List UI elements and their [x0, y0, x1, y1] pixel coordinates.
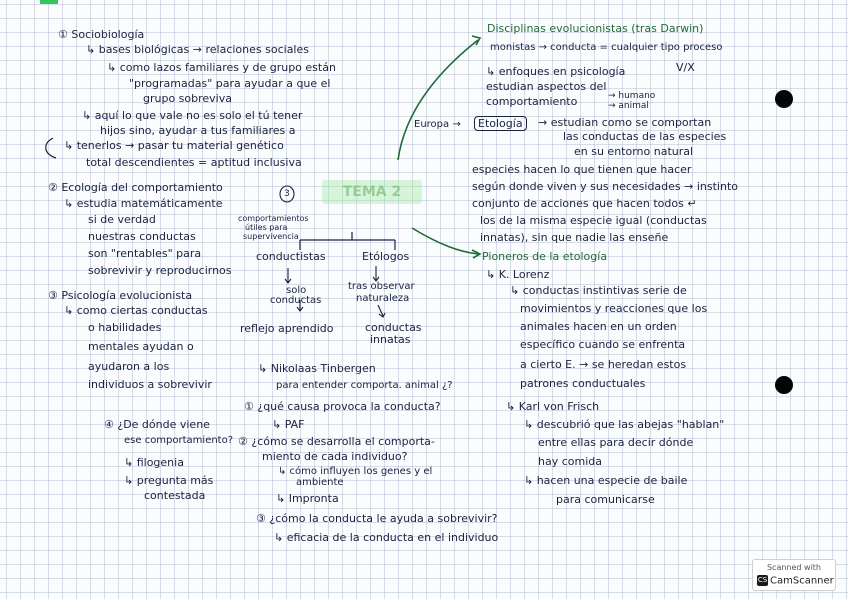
note-line: nuestras conductas: [88, 230, 196, 243]
note-line: ambiente: [296, 477, 344, 488]
note-line: ↳ Impronta: [276, 492, 339, 505]
frisch-name: Karl von Frisch: [518, 400, 600, 413]
note-line: monistas → conducta = cualquier tipo proceso: [490, 42, 723, 53]
note-line: específico cuando se enfrenta: [520, 338, 686, 351]
note-small: supervivencia: [243, 232, 299, 241]
note-line: contestada: [144, 489, 206, 502]
arrow-icon: [285, 268, 291, 283]
hole-punch-icon: [775, 90, 793, 108]
question-4: ④ ¿De dónde viene: [104, 418, 210, 431]
label-etologos: Etólogos: [362, 250, 410, 263]
note-line: ayudaron a los: [88, 360, 170, 373]
note-line: solo: [286, 285, 307, 296]
heading-ecologia: ② Ecología del comportamiento: [48, 181, 223, 194]
note-line: ese comportamiento?: [124, 435, 234, 446]
note-line: ↳ conductas instintivas serie de: [510, 284, 687, 297]
label-etologia-box: Etología: [474, 116, 527, 131]
note-line: ↳ K. Lorenz: [486, 268, 550, 281]
note-line: o habilidades: [88, 321, 162, 334]
note-line: patrones conductuales: [520, 377, 646, 390]
note-line: ↳ como ciertas conductas: [64, 304, 208, 317]
note-line: → estudian como se comportan: [538, 116, 712, 129]
note-line: animales hacen en un orden: [520, 320, 677, 333]
arrow-icon: [46, 138, 56, 158]
note-line: ↳ como lazos familiares y de grupo están: [107, 61, 336, 74]
note-line: tras observar: [348, 281, 415, 292]
note-line: miento de cada individuo?: [262, 450, 408, 463]
arrow-icon: [378, 305, 385, 317]
note-line: innatas: [370, 333, 411, 346]
watermark-brand: [757, 575, 834, 587]
note-line: ↳ bases biológicas → relaciones sociales: [86, 43, 309, 56]
note-small: útiles para: [245, 223, 288, 232]
note-line: ↳ cómo influyen los genes y el: [278, 466, 433, 477]
note-line: ↳ aquí lo que vale no es solo el tú tener: [82, 109, 303, 122]
note-line: hay comida: [538, 455, 602, 468]
note-line: ↳ estudia matemáticamente: [64, 197, 223, 210]
note-line: estudian aspectos del: [486, 80, 607, 93]
note-line: ↳ hacen una especie de baile: [524, 474, 688, 487]
note-line: son "rentables" para: [88, 247, 202, 260]
note-line: conductas: [365, 321, 422, 334]
note-line: ↳ descubrió que las abejas "hablan": [524, 418, 725, 431]
note-line: sobrevivir y reproducirnos: [88, 264, 232, 277]
note-line: ↳ eficacia de la conducta en el individuo: [274, 531, 499, 544]
note-line: las conductas de las especies: [563, 130, 727, 143]
hole-punch-icon: [775, 376, 793, 394]
note-line: mentales ayudan o: [88, 340, 194, 353]
note-line: según donde viven y sus necesidades → instinto: [472, 180, 738, 193]
note-line: ↳ enfoques en psicología: [486, 65, 626, 78]
note-line: los de la misma especie igual (conductas: [480, 214, 707, 227]
note-line: reflejo aprendido: [240, 322, 334, 335]
watermark-caption: Scanned with: [766, 563, 822, 572]
heading-pioneros: Pioneros de la etología: [482, 250, 608, 263]
camscanner-watermark: [752, 559, 836, 591]
note-line: total descendientes = aptitud inclusiva: [86, 156, 302, 169]
green-highlight-stamp: TEMA 2: [322, 180, 422, 204]
arrow-icon: [373, 266, 379, 281]
heading-disciplinas: Disciplinas evolucionistas (tras Darwin): [487, 22, 704, 35]
arrow-icon: [412, 228, 478, 254]
note-line: individuos a sobrevivir: [88, 378, 212, 391]
heading-sociobiologia: ① Sociobiología: [58, 28, 145, 41]
label-conductistas: conductistas: [256, 250, 326, 263]
note-mark: V/X: [676, 61, 695, 74]
note-line: hijos sino, ayudar a tus familiares a: [100, 124, 296, 137]
note-line: conjunto de acciones que hacen todos ↵: [472, 197, 697, 210]
note-line: a cierto E. → se heredan estos: [520, 358, 687, 371]
note-line: innatas), sin que nadie las enseñe: [480, 231, 669, 244]
note-line: comportamiento: [486, 95, 578, 108]
tree-bracket: [300, 232, 395, 250]
note-line: → humano: [608, 91, 656, 101]
note-line: "programadas" para ayudar a que el: [129, 77, 331, 90]
note-line: ↳ pregunta más: [124, 474, 214, 487]
note-line: ↳ tenerlos → pasar tu material genético: [64, 139, 284, 152]
heading-psicologia-evolucionista: ③ Psicología evolucionista: [48, 289, 193, 302]
note-line: especies hacen lo que tienen que hacer: [472, 163, 692, 176]
note-small: comportamientos: [238, 214, 309, 223]
note-line: para entender comporta. animal ¿?: [276, 380, 453, 391]
note-line: si de verdad: [88, 213, 156, 226]
note-line: para comunicarse: [556, 493, 655, 506]
note-line: naturaleza: [356, 293, 410, 304]
note-line: Europa →: [414, 119, 461, 130]
note-line: entre ellas para decir dónde: [538, 436, 694, 449]
note-line: conductas: [270, 295, 322, 306]
brand-name: CamScanner: [770, 575, 834, 587]
label-frisch: ↳ Karl von Frisch: [506, 400, 600, 413]
note-line: ↳ filogenia: [124, 456, 184, 469]
note-line: en su entorno natural: [574, 145, 694, 158]
question-2: ② ¿cómo se desarrolla el comporta-: [238, 435, 435, 448]
note-line: movimientos y reacciones que los: [520, 302, 708, 315]
question-3: ③ ¿cómo la conducta le ayuda a sobrevivir?: [256, 512, 498, 525]
camscanner-logo-icon: CS: [757, 576, 768, 584]
note-line: ↳ Nikolaas Tinbergen: [258, 362, 376, 375]
circle-mark-number: 3: [284, 189, 290, 199]
note-line: → animal: [608, 101, 649, 111]
note-line: grupo sobreviva: [143, 92, 232, 105]
question-1: ① ¿qué causa provoca la conducta?: [244, 400, 441, 413]
arrow-icon: [398, 40, 478, 160]
note-line: ↳ PAF: [272, 418, 305, 431]
